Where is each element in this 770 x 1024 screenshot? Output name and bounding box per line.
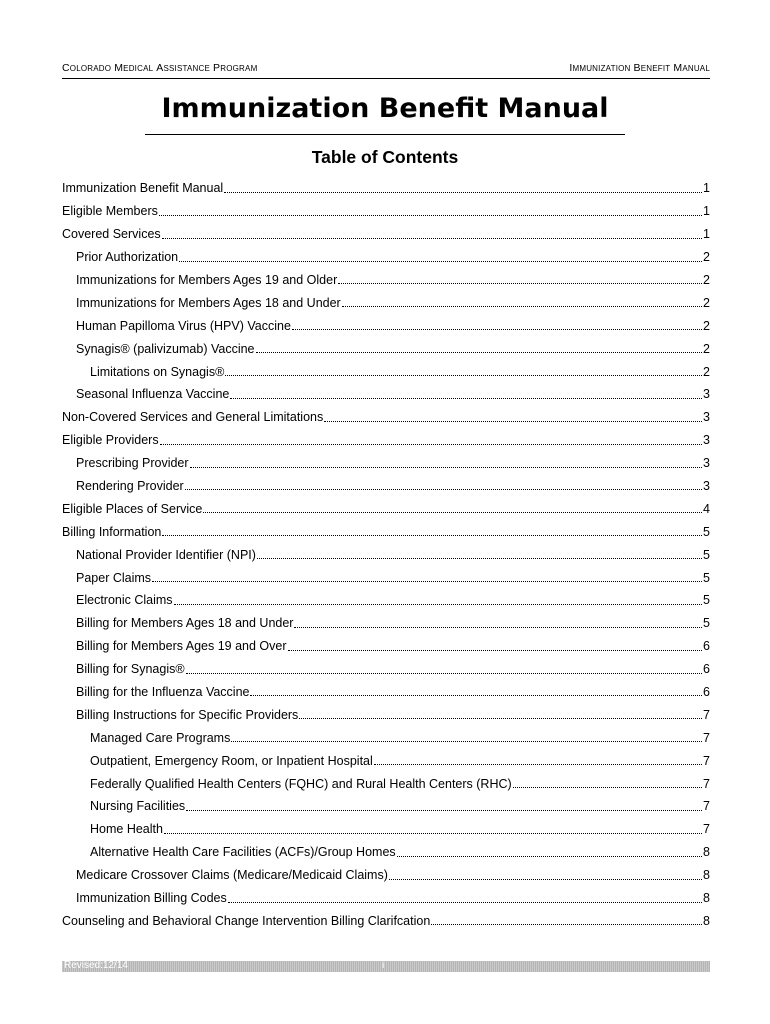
toc-entry-page[interactable]: 7 bbox=[703, 730, 710, 745]
toc-entry-page[interactable]: 2 bbox=[703, 318, 710, 333]
toc-entry[interactable] bbox=[62, 174, 710, 197]
toc-entry[interactable] bbox=[62, 311, 710, 334]
toc-dot-leader bbox=[257, 558, 702, 559]
toc-entry-page[interactable]: 2 bbox=[703, 295, 710, 310]
toc-dot-leader bbox=[162, 238, 702, 239]
toc-entry-page[interactable]: 2 bbox=[703, 341, 710, 356]
toc-dot-leader bbox=[250, 695, 702, 696]
toc-entry-title[interactable]: Alternative Health Care Facilities (ACFs)/Group Homes bbox=[90, 845, 396, 860]
toc-heading: Table of Contents bbox=[311, 147, 459, 167]
toc-dot-leader bbox=[186, 673, 702, 674]
toc-entry-title[interactable]: Prescribing Provider bbox=[76, 456, 189, 471]
toc-entry[interactable] bbox=[62, 815, 710, 838]
toc-dot-leader bbox=[299, 718, 702, 719]
toc-dot-leader bbox=[431, 924, 702, 925]
toc-entry[interactable] bbox=[62, 655, 710, 678]
toc-dot-leader bbox=[231, 741, 702, 742]
toc-entry-title[interactable]: Federally Qualified Health Centers (FQHC) and Rural Health Centers (RHC) bbox=[90, 776, 512, 791]
footer-page-number: i bbox=[382, 960, 385, 971]
toc-dot-leader bbox=[294, 627, 702, 628]
toc-entry-page[interactable]: 2 bbox=[703, 250, 710, 265]
toc-entry[interactable] bbox=[62, 678, 710, 701]
toc-entry[interactable] bbox=[62, 288, 710, 311]
toc-entry-title[interactable]: Limitations on Synagis® bbox=[90, 364, 225, 379]
toc-dot-leader bbox=[160, 444, 702, 445]
toc-dot-leader bbox=[256, 352, 703, 353]
toc-entry-page[interactable]: 8 bbox=[703, 891, 710, 905]
document-title: Immunization Benefit Manual bbox=[161, 93, 609, 124]
toc-entry-page[interactable]: 5 bbox=[703, 593, 710, 608]
toc-entry[interactable] bbox=[62, 586, 710, 609]
toc-entry[interactable] bbox=[62, 334, 710, 357]
toc-entry-page[interactable]: 5 bbox=[703, 524, 710, 539]
toc-entry-title[interactable]: Human Papilloma Virus (HPV) Vaccine bbox=[76, 318, 291, 333]
toc-dot-leader bbox=[224, 192, 702, 193]
toc-entry-title[interactable]: Immunizations for Members Ages 18 and Under bbox=[76, 295, 341, 310]
toc-entry[interactable] bbox=[62, 197, 710, 220]
toc-entry-title[interactable]: Billing Instructions for Specific Providers bbox=[76, 707, 299, 722]
toc-entry-title[interactable]: Covered Services bbox=[62, 227, 161, 242]
toc-entry-page[interactable]: 2 bbox=[703, 364, 710, 379]
toc-entry-page[interactable]: 6 bbox=[703, 662, 710, 677]
toc-dot-leader bbox=[374, 764, 702, 765]
toc-entry-page[interactable]: 4 bbox=[703, 501, 710, 516]
toc-entry[interactable] bbox=[62, 266, 710, 289]
toc-entry-page[interactable]: 8 bbox=[703, 868, 710, 883]
toc-entry[interactable] bbox=[62, 884, 710, 907]
toc-entry[interactable] bbox=[62, 907, 710, 930]
table-of-contents bbox=[62, 174, 710, 929]
toc-entry-title[interactable]: Paper Claims bbox=[76, 570, 152, 585]
toc-entry-title[interactable]: Billing for Synagis® bbox=[76, 662, 185, 677]
toc-entry-title[interactable]: Home Health bbox=[90, 822, 163, 837]
toc-dot-leader bbox=[342, 306, 702, 307]
toc-entry-title[interactable]: Outpatient, Emergency Room, or Inpatient Hospital bbox=[90, 753, 373, 768]
toc-entry[interactable] bbox=[62, 563, 710, 586]
toc-entry-title[interactable]: Billing Information bbox=[62, 524, 162, 539]
toc-entry[interactable] bbox=[62, 609, 710, 632]
toc-entry-page[interactable]: 8 bbox=[703, 913, 710, 928]
toc-dot-leader bbox=[186, 810, 702, 811]
toc-entry[interactable] bbox=[62, 861, 710, 884]
toc-dot-leader bbox=[324, 421, 702, 422]
toc-entry[interactable] bbox=[62, 746, 710, 769]
toc-entry-title[interactable]: Counseling and Behavioral Change Intervention Billing Clarifcation bbox=[62, 913, 431, 928]
toc-entry[interactable] bbox=[62, 403, 710, 426]
toc-dot-leader bbox=[397, 856, 702, 857]
toc-entry-page[interactable]: 5 bbox=[703, 547, 710, 562]
toc-entry-page[interactable]: 6 bbox=[703, 684, 710, 699]
toc-entry[interactable] bbox=[62, 357, 710, 380]
toc-entry-page[interactable]: 2 bbox=[703, 272, 710, 287]
toc-entry-page[interactable]: 3 bbox=[703, 478, 710, 493]
toc-entry[interactable] bbox=[62, 838, 710, 861]
toc-dot-leader bbox=[152, 581, 702, 582]
toc-dot-leader bbox=[288, 650, 703, 651]
toc-entry-page[interactable]: 5 bbox=[703, 570, 710, 585]
toc-entry-page[interactable]: 1 bbox=[703, 204, 710, 219]
toc-entry-title[interactable]: Electronic Claims bbox=[76, 593, 173, 608]
header-manual-name: IMMUNIZATION BENEFIT MANUAL bbox=[569, 62, 710, 74]
toc-entry-title[interactable]: Eligible Providers bbox=[62, 433, 159, 448]
toc-entry-page[interactable]: 3 bbox=[703, 387, 710, 402]
toc-dot-leader bbox=[162, 535, 702, 536]
toc-dot-leader bbox=[292, 329, 702, 330]
toc-entry-title[interactable]: Nursing Facilities bbox=[90, 799, 186, 814]
toc-entry-title[interactable]: Immunization Billing Codes bbox=[76, 891, 227, 905]
toc-entry-title[interactable]: Eligible Places of Service bbox=[62, 501, 203, 516]
toc-entry-page[interactable]: 1 bbox=[703, 227, 710, 242]
toc-entry-title[interactable]: Immunizations for Members Ages 19 and Older bbox=[76, 272, 338, 287]
toc-entry[interactable] bbox=[62, 792, 710, 815]
toc-dot-leader bbox=[185, 489, 702, 490]
toc-entry[interactable] bbox=[62, 723, 710, 746]
toc-entry-page[interactable]: 3 bbox=[703, 410, 710, 425]
toc-entry[interactable] bbox=[62, 632, 710, 655]
toc-entry[interactable] bbox=[62, 700, 710, 723]
toc-dot-leader bbox=[179, 261, 702, 262]
toc-entry-title[interactable]: National Provider Identifier (NPI) bbox=[76, 547, 256, 562]
toc-dot-leader bbox=[174, 604, 702, 605]
toc-entry-page[interactable]: 7 bbox=[703, 799, 710, 814]
toc-entry[interactable] bbox=[62, 472, 710, 495]
toc-entry-page[interactable]: 1 bbox=[703, 181, 710, 196]
toc-dot-leader bbox=[513, 787, 702, 788]
toc-entry-title[interactable]: Billing for Members Ages 18 and Under bbox=[76, 616, 294, 631]
toc-dot-leader bbox=[190, 467, 703, 468]
toc-entry-page[interactable]: 8 bbox=[703, 845, 710, 860]
toc-entry[interactable] bbox=[62, 220, 710, 243]
toc-entry-page[interactable]: 7 bbox=[703, 776, 710, 791]
toc-dot-leader bbox=[203, 512, 702, 513]
page-footer bbox=[62, 961, 710, 972]
toc-entry-page[interactable]: 3 bbox=[703, 456, 710, 471]
toc-entry[interactable] bbox=[62, 517, 710, 540]
running-header bbox=[62, 60, 710, 79]
toc-entry-title[interactable]: Medicare Crossover Claims (Medicare/Medicaid Claims) bbox=[76, 868, 388, 883]
toc-entry[interactable] bbox=[62, 540, 710, 563]
toc-dot-leader bbox=[338, 283, 702, 284]
toc-entry-page[interactable]: 6 bbox=[703, 639, 710, 654]
toc-entry-title[interactable]: Rendering Provider bbox=[76, 478, 184, 493]
toc-entry-title[interactable]: Billing for Members Ages 19 and Over bbox=[76, 639, 287, 654]
toc-entry-title[interactable]: Prior Authorization bbox=[76, 250, 179, 265]
header-program-name: COLORADO MEDICAL ASSISTANCE PROGRAM bbox=[62, 62, 258, 74]
toc-dot-leader bbox=[164, 833, 702, 834]
toc-entry-page[interactable]: 3 bbox=[703, 433, 710, 448]
toc-dot-leader bbox=[225, 375, 702, 376]
toc-entry-title[interactable]: Billing for the Influenza Vaccine bbox=[76, 684, 250, 699]
toc-entry-title[interactable]: Non-Covered Services and General Limitations bbox=[62, 410, 324, 425]
toc-dot-leader bbox=[228, 902, 702, 903]
toc-entry-title[interactable]: Synagis® (palivizumab) Vaccine bbox=[76, 341, 255, 356]
toc-entry[interactable] bbox=[62, 769, 710, 792]
toc-entry-page[interactable]: 7 bbox=[703, 753, 710, 768]
toc-entry-title[interactable]: Seasonal Influenza Vaccine bbox=[76, 387, 230, 402]
footer-revised-date: Revised:12/14 bbox=[64, 960, 128, 971]
toc-dot-leader bbox=[230, 398, 702, 399]
toc-entry[interactable] bbox=[62, 449, 710, 472]
toc-entry-title[interactable]: Immunization Benefit Manual bbox=[62, 181, 224, 196]
title-underline bbox=[145, 134, 625, 135]
toc-entry-title[interactable]: Managed Care Programs bbox=[90, 730, 231, 745]
toc-entry-title[interactable]: Eligible Members bbox=[62, 204, 158, 219]
toc-entry[interactable] bbox=[62, 426, 710, 449]
toc-dot-leader bbox=[389, 879, 702, 880]
toc-entry[interactable] bbox=[62, 494, 710, 517]
toc-entry[interactable] bbox=[62, 243, 710, 266]
toc-entry[interactable] bbox=[62, 380, 710, 403]
toc-entry-page[interactable]: 7 bbox=[703, 707, 710, 722]
toc-entry-page[interactable]: 7 bbox=[703, 822, 710, 837]
toc-entry-page[interactable]: 5 bbox=[703, 616, 710, 631]
toc-dot-leader bbox=[159, 215, 702, 216]
